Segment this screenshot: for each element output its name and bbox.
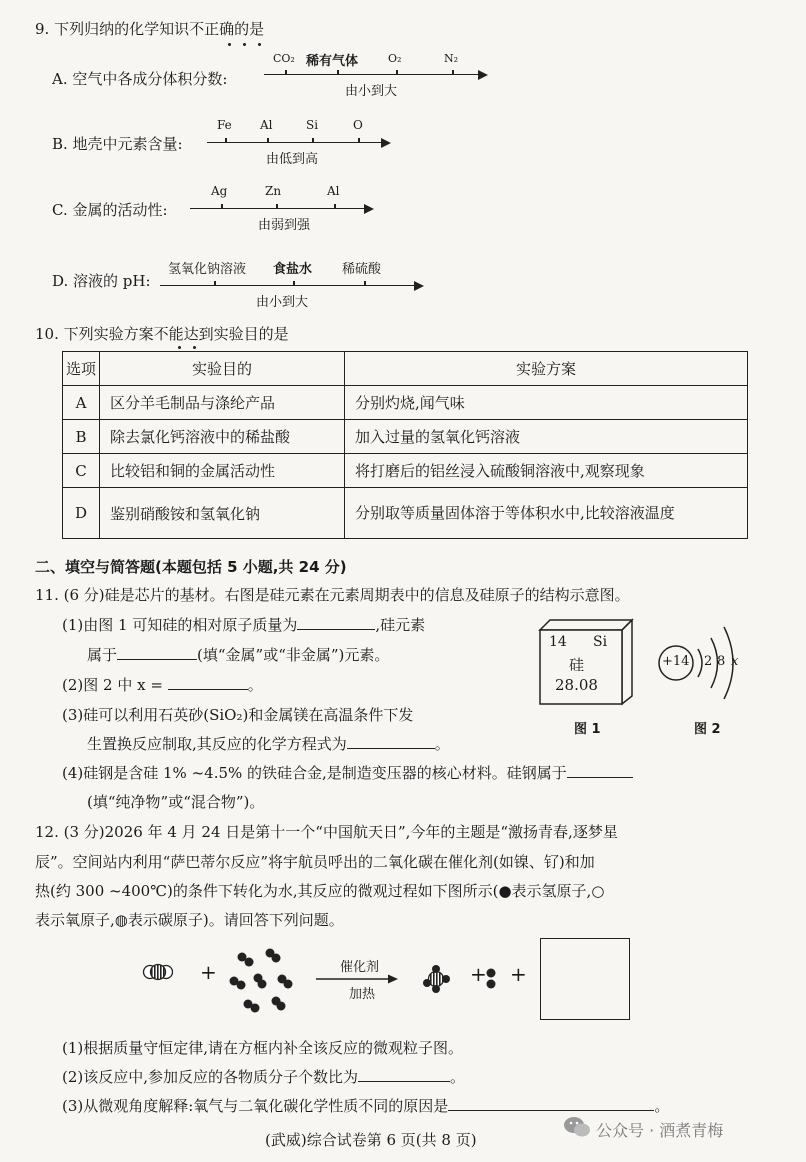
- table-cell: A: [63, 386, 100, 420]
- scale-item: CO₂: [273, 52, 295, 65]
- answer-blank[interactable]: [358, 1081, 450, 1082]
- answer-blank[interactable]: [117, 659, 197, 660]
- scale-caption: 由低到高: [266, 152, 319, 167]
- scale-tick: [221, 204, 223, 209]
- scale-item: Al: [260, 118, 273, 132]
- table-cell: 鉴别硝酸铵和氢氧化钠: [100, 488, 345, 539]
- experiment-table: [62, 351, 748, 539]
- table-header: 实验方案: [345, 352, 748, 386]
- shell-electrons: 8: [717, 654, 726, 669]
- arrow-icon: [388, 975, 398, 984]
- scale-item: N₂: [444, 52, 459, 65]
- plus-sign: +: [200, 960, 217, 984]
- emphasis-dot: [228, 43, 231, 46]
- scale-item: Si: [306, 118, 319, 132]
- arrow-icon: [414, 281, 424, 291]
- table-cell: 区分羊毛制品与涤纶产品: [100, 386, 345, 420]
- scale-tick: [334, 204, 336, 209]
- scale-tick: [285, 70, 287, 75]
- scale-item: Fe: [217, 118, 232, 132]
- shell-electrons: 2: [704, 654, 713, 669]
- q9-option-c-label: C. 金属的活动性:: [52, 201, 168, 219]
- reaction-condition: 催化剂: [340, 960, 380, 975]
- table-cell: D: [63, 488, 100, 539]
- arrow-icon: [478, 70, 488, 80]
- atomic-number: 14: [549, 634, 567, 650]
- answer-blank[interactable]: [448, 1110, 654, 1111]
- scale-item: 氢氧化钠溶液: [168, 262, 247, 277]
- q11-p3-cont: 生置换反应制取,其反应的化学方程式为 。: [87, 735, 450, 753]
- q12-p3: (3)从微观角度解释:氧气与二氧化碳化学性质不同的原因是 。: [62, 1097, 670, 1115]
- q10-stem: 10. 下列实验方案不能达到实验目的是: [35, 325, 289, 343]
- scale-item: 食盐水: [273, 262, 313, 277]
- wechat-icon: [562, 1114, 592, 1144]
- section-title: 二、填空与简答题(本题包括 5 小题,共 24 分): [35, 558, 347, 576]
- table-row: [63, 454, 748, 488]
- q11-p3: (3)硅可以利用石英砂(SiO₂)和金属镁在高温条件下发: [62, 706, 414, 724]
- q12-p2: (2)该反应中,参加反应的各物质分子个数比为 。: [62, 1068, 466, 1086]
- element-symbol: Si: [593, 634, 608, 650]
- table-cell: 分别取等质量固体溶于等体积水中,比较溶液温度: [345, 488, 748, 539]
- table-header: 选项: [63, 352, 100, 386]
- scale-caption: 由小到大: [256, 295, 309, 310]
- watermark-text: 公众号 · 酒煮青梅: [596, 1121, 724, 1140]
- q11-p4: (4)硅钢是含硅 1% ~4.5% 的铁硅合金,是制造变压器的核心材料。硅钢属于: [62, 762, 633, 783]
- scale-tick: [214, 281, 216, 286]
- figure-caption: 图 1: [574, 722, 601, 737]
- q11-p1-cont: 属于 (填“金属”或“非金属”)元素。: [87, 646, 390, 664]
- scale-item: Ag: [211, 184, 228, 198]
- answer-blank[interactable]: [567, 777, 633, 778]
- table-cell: 加入过量的氢氧化钙溶液: [345, 420, 748, 454]
- scale-tick: [396, 70, 398, 75]
- figure-caption: 图 2: [694, 722, 721, 737]
- scale-tick: [225, 138, 227, 143]
- emphasis-dot: [258, 43, 261, 46]
- scale-axis: [264, 74, 479, 75]
- q9-option-d-label: D. 溶液的 pH:: [52, 272, 151, 290]
- table-cell: C: [63, 454, 100, 488]
- arrow-icon: [381, 138, 391, 148]
- scale-tick: [358, 138, 360, 143]
- scale-caption: 由弱到强: [258, 218, 311, 233]
- answer-blank[interactable]: [297, 629, 375, 630]
- scale-item: Zn: [265, 184, 282, 198]
- table-row: [63, 420, 748, 454]
- table-row: [63, 488, 748, 539]
- scale-tick: [293, 281, 295, 286]
- q9-option-b-label: B. 地壳中元素含量:: [52, 135, 183, 153]
- q12-line: 热(约 300 ~400℃)的条件下转化为水,其反应的微观过程如下图所示(●表示氢原子,○: [35, 882, 605, 900]
- scale-tick: [267, 138, 269, 143]
- q9-stem: 9. 下列归纳的化学知识不正确的是: [35, 20, 265, 38]
- reaction-condition: 加热: [349, 987, 376, 1002]
- table-header-row: [63, 352, 748, 386]
- scale-caption: 由小到大: [345, 84, 398, 99]
- q12-p1: (1)根据质量守恒定律,请在方框内补全该反应的微观粒子图。: [62, 1039, 464, 1057]
- element-name: 硅: [569, 656, 585, 674]
- scale-item: O: [353, 118, 363, 132]
- h2-molecules: [230, 949, 293, 1013]
- plus-sign: +: [470, 962, 487, 986]
- atomic-mass: 28.08: [555, 676, 598, 694]
- scale-axis: [190, 208, 365, 209]
- table-cell: 将打磨后的铝丝浸入硫酸铜溶液中,观察现象: [345, 454, 748, 488]
- table-header: 实验目的: [100, 352, 345, 386]
- table-cell: 除去氯化钙溶液中的稀盐酸: [100, 420, 345, 454]
- scale-tick: [364, 281, 366, 286]
- arrow-icon: [364, 204, 374, 214]
- scale-axis: [160, 285, 415, 286]
- scale-item: 稀硫酸: [342, 262, 382, 277]
- plus-sign: +: [510, 962, 527, 986]
- answer-blank[interactable]: [347, 748, 435, 749]
- q11-p2: (2)图 2 中 x = 。: [62, 676, 263, 694]
- table-row: [63, 386, 748, 420]
- table-cell: 分别灼烧,闻气味: [345, 386, 748, 420]
- q12-line: 表示氧原子,◍表示碳原子)。请回答下列问题。: [35, 911, 344, 929]
- table-cell: B: [63, 420, 100, 454]
- q11-p1: (1)由图 1 可知硅的相对原子质量为 ,硅元素: [62, 616, 426, 634]
- scale-tick: [276, 204, 278, 209]
- page-footer: (武威)综合试卷第 6 页(共 8 页): [265, 1131, 477, 1149]
- q12-line: 辰”。空间站内利用“萨巴蒂尔反应”将宇航员呼出的二氧化碳在催化剂(如镍、钌)和加: [35, 853, 595, 871]
- table-cell: 比较铝和铜的金属活动性: [100, 454, 345, 488]
- scale-tick: [337, 70, 339, 75]
- ch4-molecule: [423, 965, 450, 993]
- scale-item: 稀有气体: [306, 54, 359, 69]
- scale-axis: [207, 142, 382, 143]
- scale-item: O₂: [388, 52, 402, 65]
- scale-item: Al: [327, 184, 340, 198]
- q9-option-a-label: A. 空气中各成分体积分数:: [52, 70, 228, 88]
- co2-molecule: [144, 965, 173, 980]
- shell-electrons: x: [731, 654, 739, 669]
- emphasis-dot: [193, 346, 196, 349]
- emphasis-dot: [178, 346, 181, 349]
- emphasis-dot: [243, 43, 246, 46]
- scale-tick: [312, 138, 314, 143]
- h2-molecule: [487, 969, 496, 989]
- answer-blank[interactable]: [168, 689, 248, 690]
- scale-tick: [452, 70, 454, 75]
- nucleus-charge: +14: [662, 654, 690, 669]
- q12-line: 12. (3 分)2026 年 4 月 24 日是第十一个“中国航天日”,今年的主题是“激扬青春,逐梦星: [35, 823, 618, 841]
- q11-p4-cont: (填“纯净物”或“混合物”)。: [87, 793, 265, 811]
- q11-stem: 11. (6 分)硅是芯片的基材。右图是硅元素在元素周期表中的信息及硅原子的结构示意图。: [35, 586, 630, 604]
- answer-box[interactable]: [540, 938, 630, 1020]
